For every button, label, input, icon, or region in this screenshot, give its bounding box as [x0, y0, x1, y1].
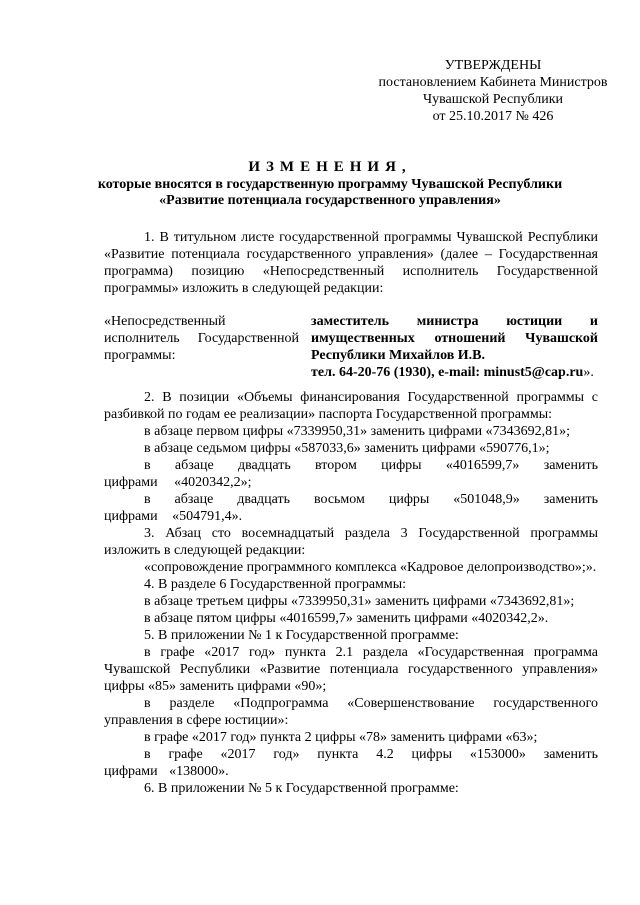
paragraph-5-item-3: в графе «2017 год» пункта 2 цифры «78» заменить цифрами «63»;	[144, 730, 538, 745]
paragraph-2-item-2: в абзаце седьмом цифры «587033,6» заменить цифрами «590776,1»;	[144, 441, 550, 456]
approval-line-4: от 25.10.2017 № 426	[432, 109, 554, 124]
paragraph-6: 6. В приложении № 5 к Государственной программе:	[144, 781, 459, 796]
executor-contact: тел. 64-20-76 (1930), e-mail: minust5@cap.ru	[311, 365, 584, 380]
paragraph-3: 3. Абзац сто восемнадцатый раздела 3 Государственной программы изложить в следующей редакции:	[104, 526, 598, 558]
paragraph-4: 4. В разделе 6 Государственной программы:	[144, 577, 407, 592]
paragraph-4-item-1: в абзаце третьем цифры «7339950,31» заменить цифрами «7343692,81»;	[144, 594, 575, 609]
executor-name: заместитель министра юстиции и имущественных отношений Чувашской Республики Михайлов И.В.	[311, 314, 598, 363]
approval-line-1: УТВЕРЖДЕНЫ	[444, 58, 542, 73]
amendments-body	[104, 389, 598, 797]
approval-block	[368, 57, 618, 125]
title-line-2: которые вносятся в государственную программу Чувашской Республики	[97, 177, 563, 192]
paragraph-5: 5. В приложении № 1 к Государственной программе:	[144, 628, 459, 643]
title-line-3: «Развитие потенциала государственного управления»	[159, 193, 501, 208]
paragraph-5-item-2: в разделе «Подпрограмма «Совершенствование государственного управления в сфере юстиции»:	[104, 696, 598, 728]
executor-table-right	[311, 313, 598, 381]
paragraph-2-item-4: в абзаце двадцать восьмом цифры «501048,9» заменить цифрами «504791,4».	[104, 492, 598, 524]
title-heading: ИЗМЕНЕНИЯ,	[248, 159, 412, 175]
approval-line-3: Чувашской Республики	[422, 92, 564, 107]
paragraph-1-text: 1. В титульном листе государственной программы Чувашской Республики «Развитие потенциала государственного управления» (далее – Государственная программа) позицию «Непосредственный исполнитель Государственной программы» изложить в следующей редакции:	[104, 230, 598, 296]
executor-table-left: «Непосредственный исполнитель Государственной программы:	[104, 314, 299, 363]
paragraph-2-item-3: в абзаце двадцать втором цифры «4016599,7» заменить цифрами «4020342,2»;	[104, 458, 598, 490]
approval-line-2: постановлением Кабинета Министров	[378, 75, 608, 90]
paragraph-2-item-1: в абзаце первом цифры «7339950,31» заменить цифрами «7343692,81»;	[144, 424, 570, 439]
paragraph-4-item-2: в абзаце пятом цифры «4016599,7» заменить цифрами «4020342,2».	[144, 611, 549, 626]
executor-contact-end: ».	[583, 365, 594, 380]
document-title	[95, 159, 565, 209]
paragraph-3-quote: «сопровождение программного комплекса «Кадровое делопроизводство»;».	[144, 560, 597, 575]
paragraph-5-item-4: в графе «2017 год» пункта 4.2 цифры «153000» заменить цифрами «138000».	[104, 747, 598, 779]
paragraph-2: 2. В позиции «Объемы финансирования Государственной программы с разбивкой по годам ее реализации» паспорта Государственной программы:	[104, 390, 598, 422]
paragraph-5-item-1: в графе «2017 год» пункта 2.1 раздела «Государственная программа Чувашской Республики «Развитие потенциала государственного управления» цифры «85» заменить цифрами «90»;	[104, 645, 598, 694]
paragraph-1	[104, 229, 598, 297]
